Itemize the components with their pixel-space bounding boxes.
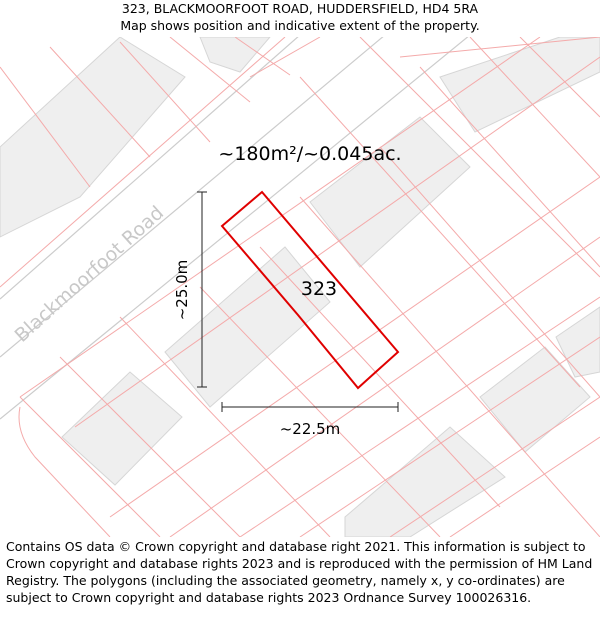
- map-canvas: [0, 37, 600, 537]
- width-dimension-label: ~22.5m: [279, 420, 341, 438]
- map-subtitle: Map shows position and indicative extent of the property.: [120, 18, 480, 33]
- plot-number-label: 323: [300, 278, 338, 300]
- height-dimension-label: ~25.0m: [173, 259, 191, 321]
- map-header: [0, 0, 600, 36]
- area-label: ~180m²/~0.045ac.: [218, 143, 402, 165]
- road-name-label: Blackmoorfoot Road: [10, 201, 169, 347]
- copyright-notice: Contains OS data © Crown copyright and database right 2021. This information is subject to Crown copyright and database rights 2023 and is reproduced with the permission of HM Land Registry. The polygons (including the associated geometry, namely x, y co-ordinates) are subject to Crown copyright and database rights 2023 Ordnance Survey 100026316.: [6, 539, 593, 605]
- map-area[interactable]: [0, 37, 600, 537]
- property-address: 323, BLACKMOORFOOT ROAD, HUDDERSFIELD, HD4 5RA: [121, 1, 479, 16]
